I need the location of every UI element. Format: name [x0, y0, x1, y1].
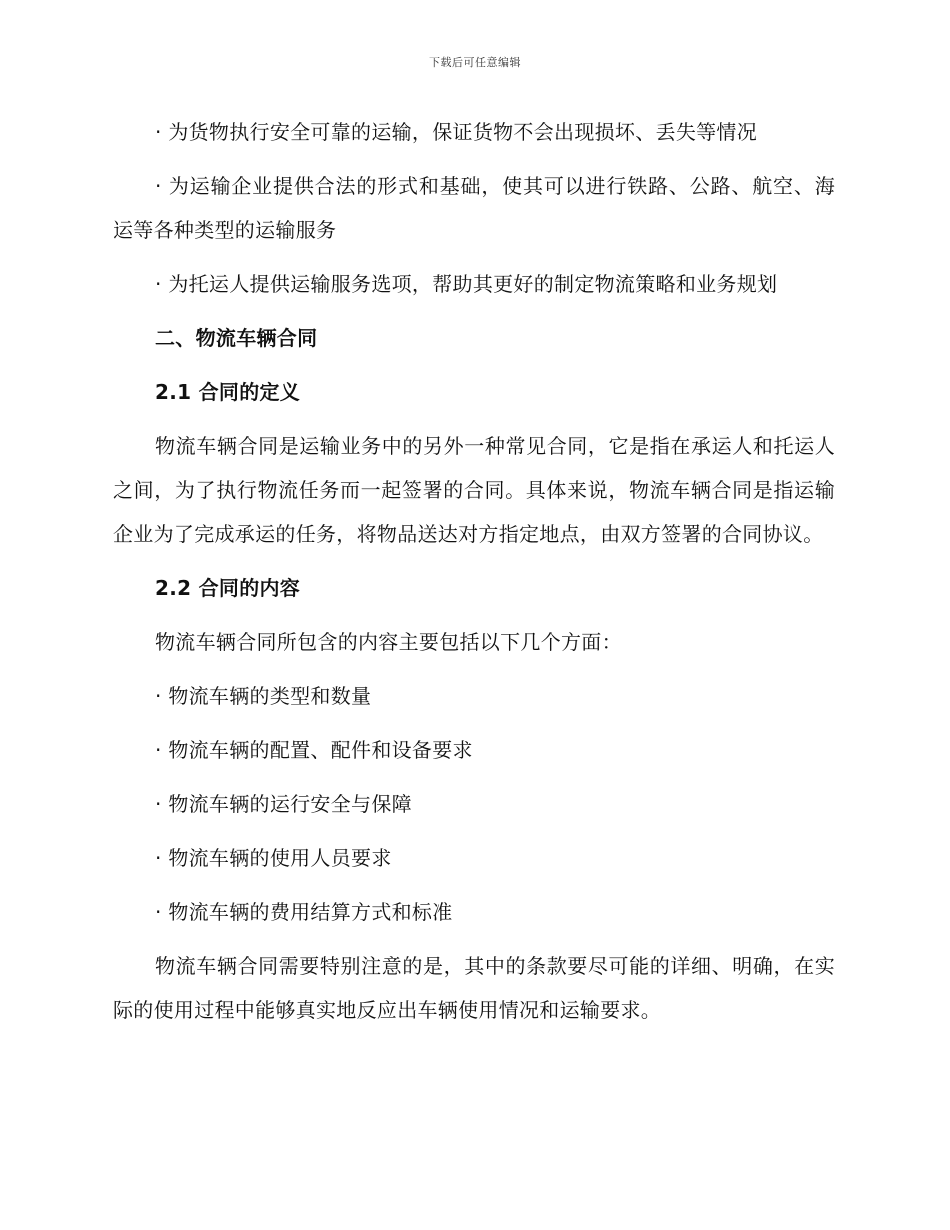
- bullet-item: · 物流车辆的费用结算方式和标准: [155, 900, 453, 924]
- bullet-item: · 物流车辆的类型和数量: [155, 684, 372, 708]
- subsection-heading: 2.2 合同的内容: [155, 576, 301, 600]
- bullet-item: · 物流车辆的配置、配件和设备要求: [155, 738, 473, 762]
- bullet-item: · 为托运人提供运输服务选项，帮助其更好的制定物流策略和业务规划: [155, 272, 778, 296]
- paragraph: 物流车辆合同需要特别注意的是，其中的条款要尽可能的详细、明确，在实际的使用过程中能够真实地反应出车辆使用情况和运输要求。: [113, 954, 835, 1022]
- document-body: [113, 110, 835, 1042]
- section-heading: 二、物流车辆合同: [155, 326, 318, 350]
- page-header: 下载后可任意编辑: [429, 56, 521, 69]
- bullet-item: · 物流车辆的运行安全与保障: [155, 792, 412, 816]
- bullet-item: · 为运输企业提供合法的形式和基础，使其可以进行铁路、公路、航空、海运等各种类型的运输服务: [113, 174, 835, 242]
- paragraph: 物流车辆合同所包含的内容主要包括以下几个方面：: [155, 630, 622, 654]
- bullet-item: · 物流车辆的使用人员要求: [155, 846, 392, 870]
- paragraph: 物流车辆合同是运输业务中的另外一种常见合同，它是指在承运人和托运人之间，为了执行物流任务而一起签署的合同。具体来说，物流车辆合同是指运输企业为了完成承运的任务，将物品送达对方指定地点，由双方签署的合同协议。: [113, 434, 835, 546]
- subsection-heading: 2.1 合同的定义: [155, 380, 301, 404]
- bullet-item: · 为货物执行安全可靠的运输，保证货物不会出现损坏、丢失等情况: [155, 120, 758, 144]
